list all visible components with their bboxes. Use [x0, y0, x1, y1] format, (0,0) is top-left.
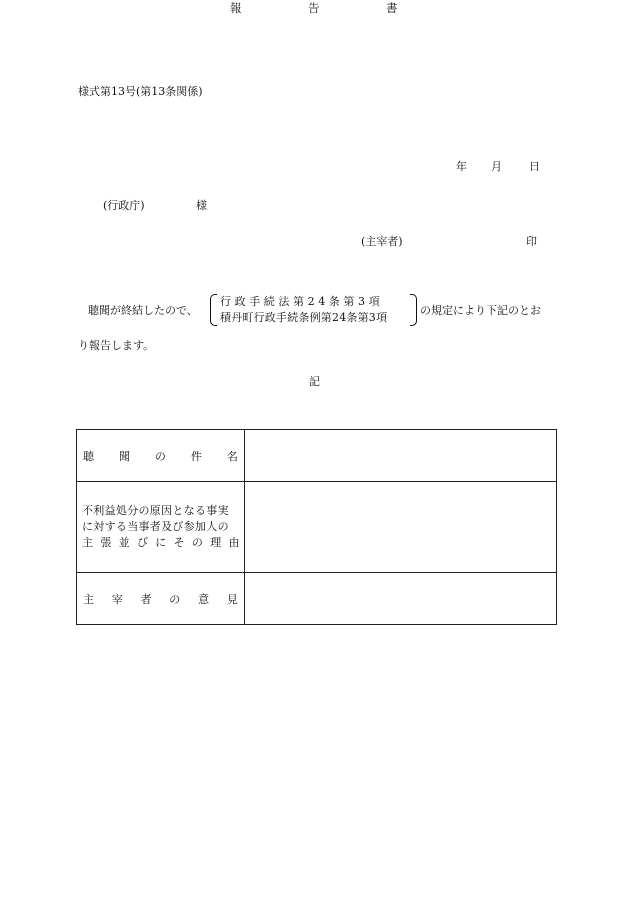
label-char: の — [154, 449, 166, 463]
date-year-label: 年 — [456, 160, 467, 173]
law-reference-2: 積丹町行政手続条例第24条第3項 — [220, 311, 388, 324]
label-char: の — [191, 536, 204, 549]
hearing-subject-label — [77, 430, 245, 482]
seal-mark: 印 — [526, 235, 537, 248]
ki-heading: 記 — [309, 375, 320, 388]
form-number: 様式第13号(第13条関係) — [78, 85, 203, 98]
claims-label-line: 不利益処分の原因となる事実 — [82, 504, 229, 517]
label-char: 聴 — [83, 449, 94, 463]
label-char: 並 — [118, 536, 130, 549]
label-char: 張 — [100, 536, 112, 549]
table-row — [77, 430, 557, 482]
left-bracket — [210, 294, 217, 326]
label-char: び — [136, 536, 149, 549]
table-row — [77, 482, 557, 573]
claims-label — [77, 482, 245, 573]
label-char: 聞 — [118, 449, 130, 463]
report-table — [76, 429, 557, 625]
body-lead-text: 聴聞が終結したので、 — [88, 304, 198, 317]
right-bracket — [410, 294, 417, 326]
body-continuation-text: り報告します。 — [78, 339, 155, 352]
label-char: 名 — [226, 449, 238, 463]
date-month-label: 月 — [491, 160, 502, 173]
claims-value[interactable] — [244, 482, 556, 573]
label-char: 件 — [190, 449, 202, 463]
addressee-honorific: 様 — [196, 199, 207, 212]
presider-opinion-value[interactable] — [244, 573, 556, 625]
addressee-label: (行政庁) — [103, 199, 145, 212]
label-char: に — [155, 536, 167, 549]
presider-label: (主宰者) — [361, 235, 403, 248]
label-char: 主 — [82, 536, 94, 549]
hearing-subject-value[interactable] — [244, 430, 556, 482]
label-char: 意 — [198, 592, 210, 606]
claims-label-line: に対する当事者及び参加人の — [82, 520, 229, 533]
label-char: 由 — [228, 536, 240, 549]
title-char: 書 — [386, 1, 398, 15]
label-char: そ — [173, 536, 185, 549]
body-tail-text: の規定により下記のとお — [420, 304, 541, 317]
table-row — [77, 573, 557, 625]
label-char: 見 — [226, 592, 238, 606]
title-char: 報 — [230, 1, 242, 15]
presider-opinion-label — [77, 573, 245, 625]
date-day-label: 日 — [529, 160, 540, 173]
label-char: 主 — [83, 592, 94, 606]
title-char: 告 — [308, 1, 320, 15]
label-char: の — [169, 592, 181, 606]
label-char: 宰 — [111, 592, 123, 606]
document-title — [0, 0, 630, 14]
law-reference-1: 行政手続法第24条第3項 — [220, 295, 384, 308]
claims-label-line — [82, 535, 240, 551]
label-char: 者 — [140, 592, 152, 606]
label-char: 理 — [210, 536, 222, 549]
